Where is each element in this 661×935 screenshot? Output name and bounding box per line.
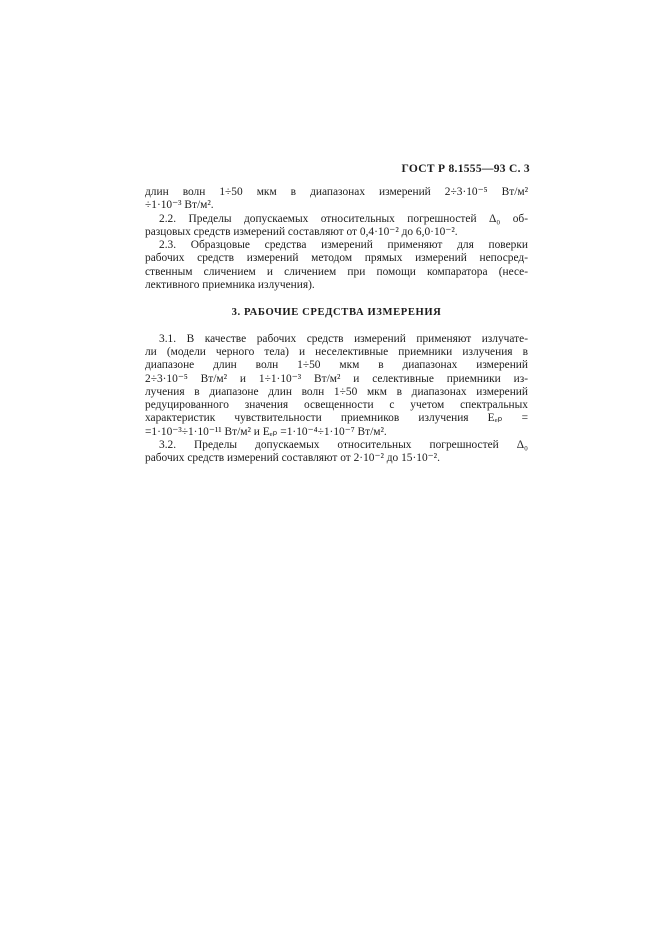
text-line: диапазоне длин волн 1÷50 мкм в диапазонах измерений — [145, 359, 528, 372]
section-heading: 3. РАБОЧИЕ СРЕДСТВА ИЗМЕРЕНИЯ — [231, 307, 442, 319]
text-line: характеристик чувствительности приемников излучения Eₑₚ = — [145, 412, 528, 425]
paragraph-2-2-line: 2.2. Пределы допускаемых относительных погрешностей Δ₀ об- — [159, 212, 528, 225]
text-line: лучения в диапазоне длин волн 1÷50 мкм в диапазонах измерений — [145, 385, 528, 398]
text-line: лективного приемника излучения). — [145, 279, 315, 292]
text-line: 2÷3·10⁻⁵ Вт/м² и 1÷1·10⁻³ Вт/м² и селективные приемники из- — [145, 372, 528, 385]
text-line: ÷1·10⁻³ Вт/м². — [145, 199, 214, 212]
text-line: =1·10⁻³÷1·10⁻¹¹ Вт/м² и Eₑₚ =1·10⁻⁴÷1·10⁻⁷ Вт/м². — [145, 425, 387, 438]
text-line: разцовых средств измерений составляют от 0,4·10⁻² до 6,0·10⁻². — [145, 225, 458, 238]
page-header: ГОСТ Р 8.1555—93 С. 3 — [401, 163, 530, 175]
text-line: ственным сличением и сличением при помощи компаратора (несе- — [145, 265, 528, 278]
document-body — [145, 186, 528, 466]
paragraph-2-3-line: 2.3. Образцовые средства измерений применяют для поверки — [159, 239, 528, 252]
paragraph-3-2-line: 3.2. Пределы допускаемых относительных погрешностей Δ₀ — [159, 439, 528, 452]
text-line: редуцированного значения освещенности с учетом спектральных — [145, 399, 528, 412]
paragraph-3-1-line: 3.1. В качестве рабочих средств измерений применяют излучате- — [159, 332, 528, 345]
text-line: рабочих средств измерений составляют от 2·10⁻² до 15·10⁻². — [145, 452, 440, 465]
text-line: рабочих средств измерений методом прямых измерений непосред- — [145, 252, 528, 265]
text-line: длин волн 1÷50 мкм в диапазонах измерений 2÷3·10⁻⁵ Вт/м² — [145, 186, 528, 198]
text-line: ли (модели черного тела) и неселективные приемники излучения в — [145, 345, 528, 358]
